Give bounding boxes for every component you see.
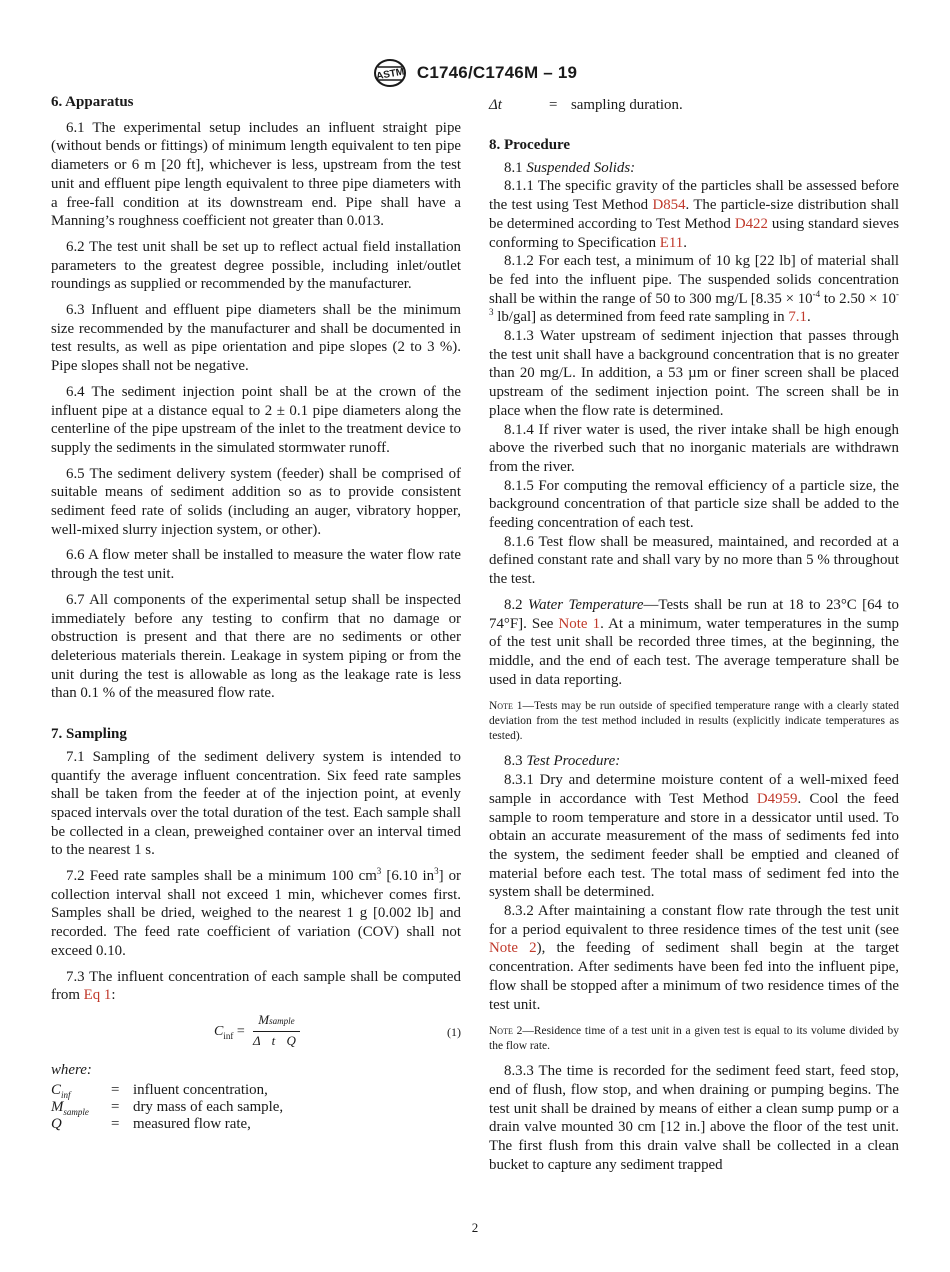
para-6-3: 6.3 Influent and effluent pipe diameters shall be the minimum size recommended by the manufacturer and shall be documented in test results, as well as pipe orientation and pipe slopes (2 to 3 %). Pipe slopes shall not be negative. [51, 302, 461, 375]
e11-link[interactable]: E11 [659, 234, 684, 251]
para-8-1-3: 8.1.3 Water upstream of sediment injection that passes through the test unit shall have a background concentration that is no greater than 20 mg/L. In addition, a 53 µm or finer screen shall be placed upstream of the sediment injection point. The screen shall be in place when the flow rate is determined. [489, 328, 899, 419]
variable-row: Δt = sampling duration. [489, 97, 683, 113]
variable-list-continued [489, 97, 683, 114]
section-8-title: 8. Procedure [489, 137, 571, 153]
para-6-1: 6.1 The experimental setup includes an influent straight pipe (without bends or fittings) of minimum length equivalent to ten pipe diameters or 6 m [20 ft], whichever is less, upstream from the test unit and effluent pipe length equivalent to three pipe diameters with a free-fall condition at its downstream end. Pipe shall have a Manning’s roughness coefficient not greater than 0.013. [51, 119, 461, 230]
para-8-1: 8.1 Suspended Solids: [504, 159, 636, 176]
para-6-2: 6.2 The test unit shall be set up to reflect actual field installation parameters to the greatest degree possible, including inlet/outlet roundings as supplied or recommended by the manufacturer. [51, 238, 461, 293]
equation-1 [51, 1011, 461, 1055]
equation-numerator: Msample [253, 1011, 300, 1032]
page-header [0, 58, 950, 88]
standard-designation: C1746/C1746M – 19 [416, 63, 578, 82]
note-2: Note 2—Residence time of a test unit in a given test is equal to its volume divided by the flow rate. [489, 1025, 899, 1053]
para-8-2: 8.2 Water Temperature—Tests shall be run at 18 to 23°C [64 to 74°F]. See Note 1. At a minimum, water temperatures in the sump of the test unit shall be recorded three times, at the beginning, the middle, and the end of each test. The average temperature shall be used in data reporting. [489, 596, 900, 688]
para-8-3-1: 8.3.1 Dry and determine moisture content of a well-mixed feed sample in accordance with Test Method D4959. Cool the feed sample to room temperature and store in a dessicator until used. To obtain an accurate measurement of the mass of sediments fed into the system, the sediment feeder shall be emptied and cleaned of material before each test. The total mass of sediment fed into the system shall be determined. [489, 772, 900, 901]
para-8-3: 8.3 Test Procedure: [504, 753, 621, 770]
section-7-title: 7. Sampling [51, 726, 127, 743]
note-1: Note 1—Tests may be run outside of specified temperature range with a clearly stated deviation from the test method included in results (explicitly indicate temperatures as tested). [489, 700, 899, 743]
para-8-1-2: 8.1.2 For each test, a minimum of 10 kg [22 lb] of material shall be fed into the influent pipe. The suspended solids concentration shall be within the range of 50 to 300 mg/L [$8.35 \times 10^{-4}$ to $2.50 \times 10^{-3}$ lb/gal] as determined from feed rate sampling in 7.1. [489, 253, 899, 326]
para-8-3-2: 8.3.2 After maintaining a constant flow rate through the test unit for a period equivalent to three residence times of the test unit (see Note 2), the feeding of sediment shall begin at the target concentration. After sediments have been fed into the influent pipe, flow shall be stopped after a minimum of two residence times of the test unit. [489, 903, 899, 1013]
d854-link[interactable]: D854 [652, 197, 686, 214]
para-8-1-1: 8.1.1 The specific gravity of the particles shall be assessed before the test using Test Method D854. The particle-size distribution shall be determined according to Test Method D422 using standard sieves conforming to Specification E11. [489, 178, 899, 251]
para-7-3: 7.3 The influent concentration of each sample shall be computed from Eq 1: [51, 968, 461, 1004]
section-6-title: 6. Apparatus [51, 94, 134, 110]
astm-logo-icon [373, 58, 407, 88]
note-2-link[interactable]: Note 2 [489, 940, 537, 957]
para-6-7: 6.7 All components of the experimental setup shall be inspected immediately before any testing to confirm that no damage or obstruction is present and that there are no sediments or other deleterious materials therein. Leakage in system piping or from the unit during the test is allowable as long as the leakage rate is less than 0.1 % of the measured flow rate. [51, 591, 461, 702]
page-number: 2 [471, 1220, 479, 1235]
para-7-1: 7.1 Sampling of the sediment delivery system is intended to quantify the average influent concentration. Six feed rate samples shall be taken from the feeder at of the injection point, at evenly spaced intervals over the total duration of the test. Each sample shall be collected in a clean, preweighed container over an interval timed to the nearest 1 s. [51, 748, 461, 859]
para-6-6: 6.6 A flow meter shall be installed to measure the water flow rate through the test unit. [51, 547, 461, 583]
note-1-link[interactable]: Note 1 [558, 615, 601, 632]
section-7-1-link[interactable]: 7.1 [788, 309, 807, 326]
variable-row: $C_{inf}$ = influent concentration, [51, 1081, 268, 1100]
para-8-3-3: 8.3.3 The time is recorded for the sediment feed start, feed stop, end of flush, flow stop, and when draining or pumping begins. The test unit shall be drained by means of either a clean sump pump or a drain valve mounted 30 cm [12 in.] above the floor of the test unit. The first flush from this drain valve shall be collected in a clean bucket to capture any sediment trapped [489, 1063, 899, 1173]
para-6-5: 6.5 The sediment delivery system (feeder) shall be comprised of suitable means of sediment addition so as to provide consistent sediment feed rate of solids (including an auger, vibratory hopper, well-mixed slurry injection system, or other). [51, 465, 461, 538]
d422-link[interactable]: D422 [734, 215, 768, 232]
para-8-1-6: 8.1.6 Test flow shall be measured, maintained, and recorded at a defined constant rate and shall vary by no more than 5 % throughout the test. [489, 533, 899, 588]
left-column [51, 93, 461, 1133]
equation-lhs: $C_{inf}$ = [214, 1023, 245, 1041]
para-8-1-4: 8.1.4 If river water is used, the river intake shall be high enough above the riverbed such that no inorganic materials are withdrawn from the river. [489, 421, 899, 475]
equation-number: (1) [447, 1024, 461, 1039]
right-column [489, 93, 899, 1174]
equation-fraction [253, 1011, 300, 1050]
para-6-4: 6.4 The sediment injection point shall be at the crown of the influent pipe at a distance equal to 2 ± 0.1 pipe diameters along the centerline of the pipe upstream of the inlet to the treatment device to supply the sediments in the simulated stormwater runoff. [51, 383, 461, 456]
equation-denominator: Δ t Q [253, 1032, 300, 1048]
variable-row: Q = measured flow rate, [51, 1115, 251, 1132]
d4959-link[interactable]: D4959 [756, 790, 798, 807]
para-8-1-5: 8.1.5 For computing the removal efficiency of a particle size, the background concentration of that particle size shall be added to the feeding concentration of each test. [489, 477, 899, 532]
variable-list [51, 1082, 283, 1133]
variable-row: $M_{sample}$ = dry mass of each sample, [51, 1098, 284, 1117]
where-label: where: [51, 1061, 92, 1078]
eq1-link[interactable]: Eq 1 [83, 987, 112, 1004]
para-7-2: 7.2 Feed rate samples shall be a minimum 100 $cm^3$ [6.10 $in^3$] or collection interval shall not exceed 1 min, whichever comes first. Samples shall be dried, weighed to the nearest 1 g [0.002 lb] and recorded. The feed rate coefficient of variation (COV) shall not exceed 0.10. [51, 866, 462, 959]
svg-text:ASTM: ASTM [375, 66, 406, 83]
